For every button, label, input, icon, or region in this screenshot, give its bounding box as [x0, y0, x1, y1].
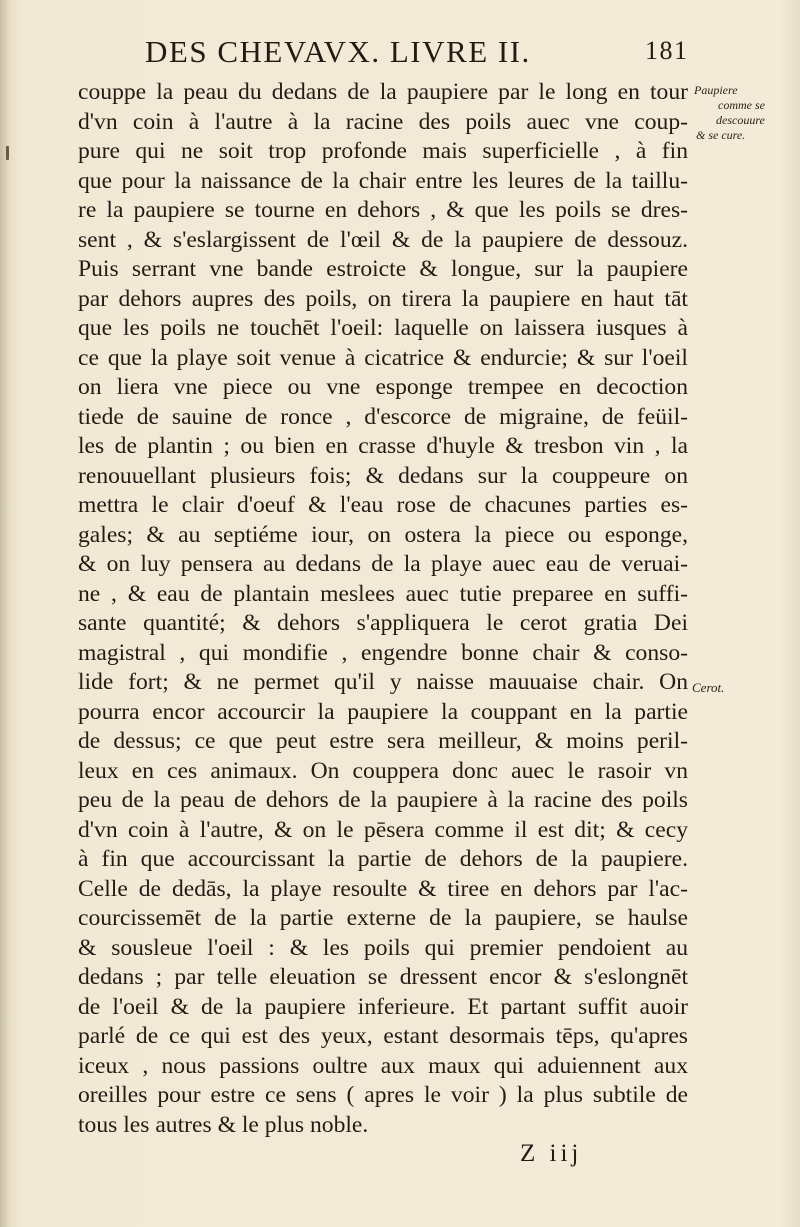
text-line: iceux , nous passions oultre aux maux qui aduiennent aux [78, 1052, 688, 1079]
text-line: renouuellant plusieurs fois; & dedans sur la couppeure on [78, 462, 688, 489]
text-line: les de plantin ; ou bien en crasse d'huyle & tresbon vin , la [78, 433, 688, 459]
text-line: d'vn coin à l'autre, & on le pēsera comme il est dit; & cecy [78, 816, 688, 843]
text-line: de l'oeil & de la paupiere inferieure. Et partant suffit auoir [78, 993, 688, 1020]
text-line: Celle de dedās, la playe resoulte & tiree en dehors par l'ac- [78, 875, 688, 902]
margin-note-line: comme se [718, 98, 765, 112]
margin-note-cerot: Cerot. [692, 680, 725, 695]
running-title: DES CHEVAVX. LIVRE II. [145, 34, 531, 69]
text-line: que les poils ne touchēt l'oeil: laquelle on laissera iusques à [78, 315, 688, 341]
text-line: que pour la naissance de la chair entre les leures de la taillu- [78, 167, 688, 194]
running-header [145, 34, 705, 74]
text-line: re la paupiere se tourne en dehors , & que les poils se dres- [78, 197, 688, 223]
text-line: dedans ; par telle eleuation se dressent encor & s'eslongnēt [78, 964, 688, 990]
text-line: lide fort; & ne permet qu'il y naisse mauuaise chair. On [78, 669, 688, 695]
text-line: couppe la peau du dedans de la paupiere par le long en tour [78, 79, 688, 105]
margin-note-line: & se cure. [696, 128, 746, 142]
text-line: on liera vne piece ou vne esponge trempee en decoction [78, 374, 688, 400]
text-line: à fin que accourcissant la partie de dehors de la paupiere. [78, 846, 688, 872]
text-line: sent , & s'eslargissent de l'œil & de la paupiere de dessouz. [78, 226, 688, 253]
text-line: parlé de ce qui est des yeux, estant desormais tēps, qu'apres [78, 1023, 688, 1049]
text-line: peu de la peau de dehors de la paupiere à la racine des poils [78, 787, 688, 813]
text-line: courcissemēt de la partie externe de la paupiere, se haulse [78, 905, 688, 931]
margin-note-line: descouure [716, 113, 765, 127]
text-line: leux en ces animaux. On couppera donc auec le rasoir vn [78, 757, 688, 784]
text-line: ne , & eau de plantain meslees auec tutie preparee en suffi- [78, 580, 688, 607]
text-line: ce que la playe soit venue à cicatrice & endurcie; & sur l'oeil [78, 344, 688, 371]
text-line: pure qui ne soit trop profonde mais superficielle , à fin [78, 138, 688, 164]
text-line: d'vn coin à l'autre à la racine des poils auec vne coup- [78, 108, 688, 135]
margin-note-line: Paupiere [694, 83, 738, 97]
text-line: gales; & au septiéme iour, on ostera la piece ou esponge, [78, 521, 688, 548]
margin-note-paupiere [694, 83, 774, 143]
text-line: magistral , qui mondifie , engendre bonne chair & conso- [78, 639, 688, 666]
margin-mark [6, 146, 9, 160]
text-line: & sousleue l'oeil : & les poils qui premier pendoient au [78, 934, 688, 961]
text-line: & on luy pensera au dedans de la playe auec eau de veruai- [78, 551, 688, 577]
body-text [78, 78, 688, 1140]
text-line: par dehors aupres des poils, on tirera la paupiere en haut tāt [78, 285, 688, 312]
signature-mark: Z iij [520, 1140, 583, 1167]
folio-number: 181 [645, 36, 689, 65]
text-line: Puis serrant vne bande estroicte & longue, sur la paupiere [78, 256, 688, 282]
text-line: de dessus; ce que peut estre sera meilleur, & moins peril- [78, 728, 688, 754]
text-line-last: tous les autres & le plus noble. [78, 1111, 369, 1138]
text-line: oreilles pour estre ce sens ( apres le voir ) la plus subtile de [78, 1082, 688, 1108]
text-line: pourra encor accourcir la paupiere la couppant en la partie [78, 698, 688, 725]
text-line: tiede de sauine de ronce , d'escorce de migraine, de feüil- [78, 403, 688, 430]
text-line: mettra le clair d'oeuf & l'eau rose de chacunes parties es- [78, 492, 688, 518]
text-line: sante quantité; & dehors s'appliquera le cerot gratia Dei [78, 610, 688, 636]
